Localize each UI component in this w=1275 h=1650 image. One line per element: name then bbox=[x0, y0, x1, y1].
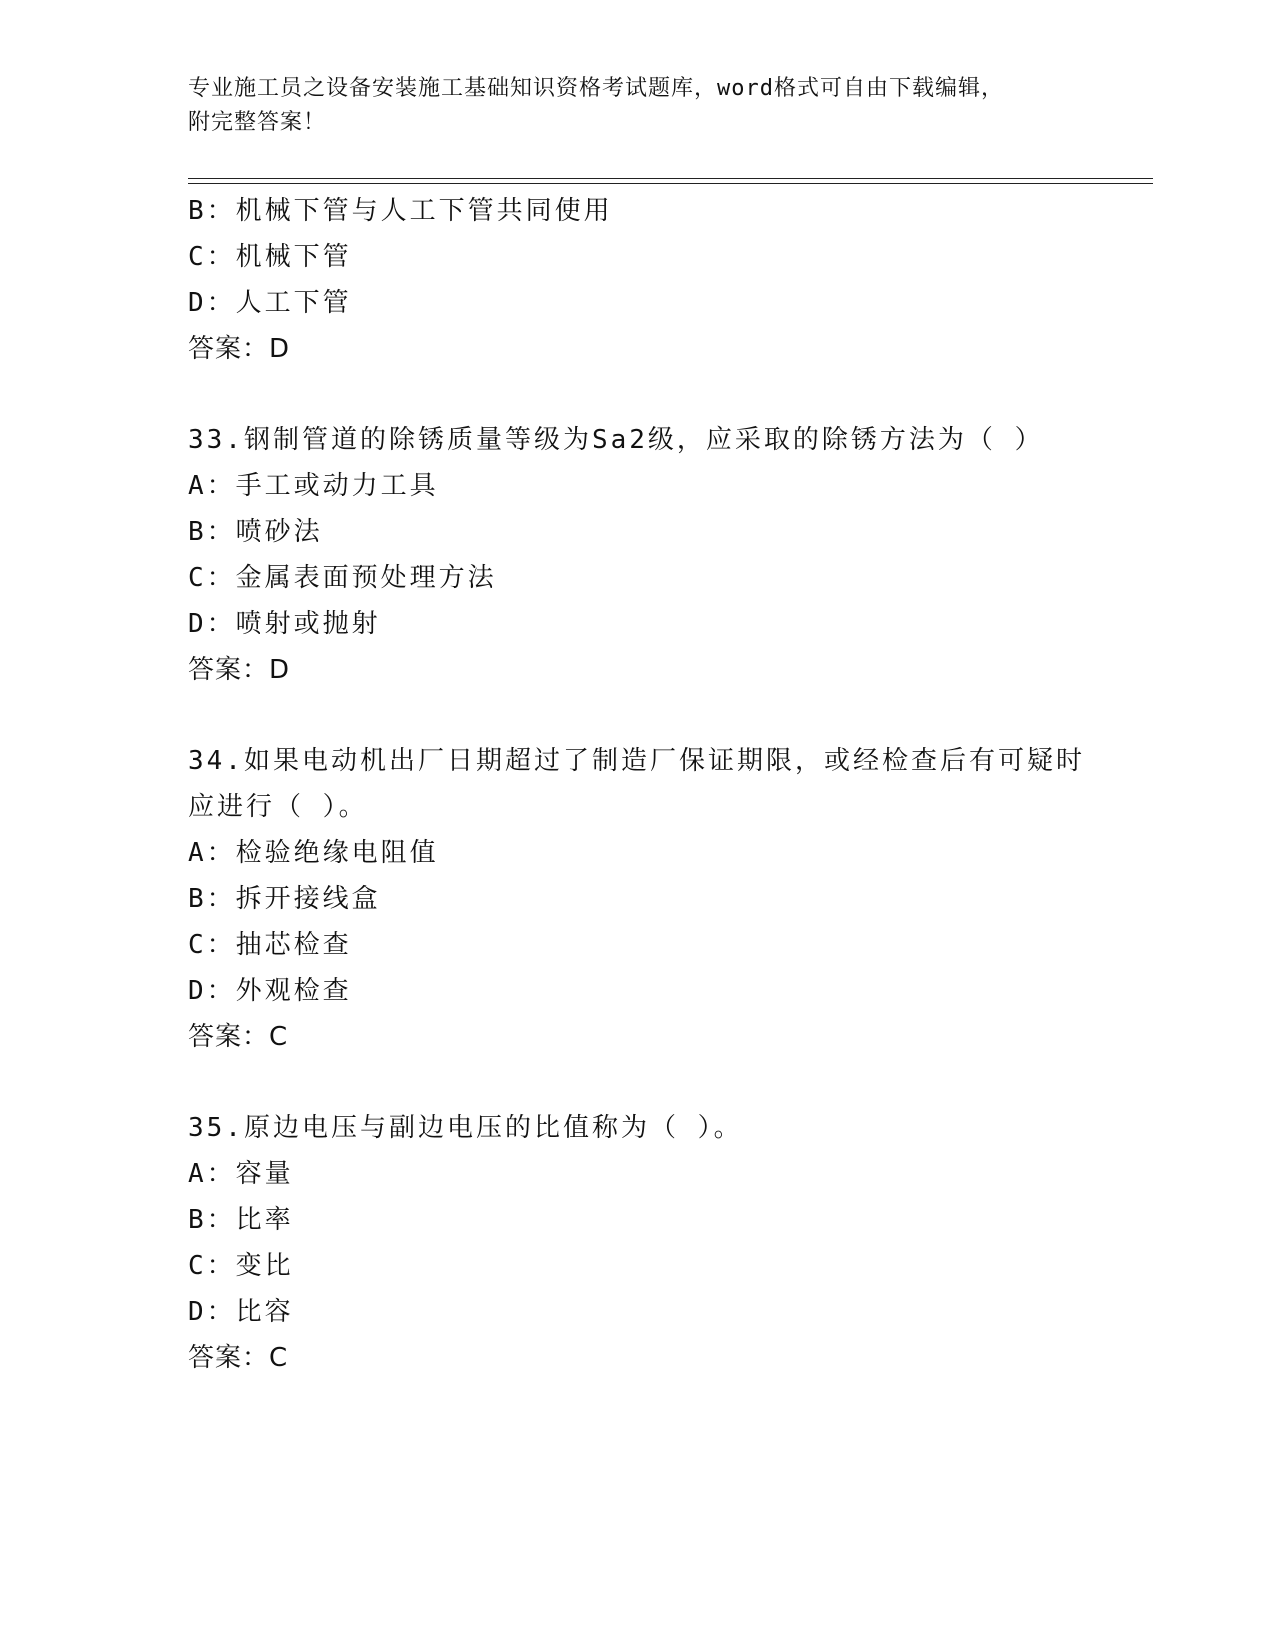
option-c: C：机械下管 bbox=[188, 242, 352, 272]
option-b: B：机械下管与人工下管共同使用 bbox=[188, 196, 613, 226]
option-c: C：抽芯检查 bbox=[188, 930, 352, 960]
option-d: D：喷射或抛射 bbox=[188, 609, 381, 639]
option-b: B：拆开接线盒 bbox=[188, 884, 381, 914]
header-line-2: 附完整答案！ bbox=[188, 110, 327, 135]
header-line-1: 专业施工员之设备安装施工基础知识资格考试题库，word格式可自由下载编辑， bbox=[188, 76, 1004, 101]
option-d: D：比容 bbox=[188, 1297, 294, 1327]
answer-label: 答案：C bbox=[188, 1022, 289, 1052]
option-a: A：手工或动力工具 bbox=[188, 471, 439, 501]
answer-label: 答案：D bbox=[188, 655, 291, 685]
option-c: C：金属表面预处理方法 bbox=[188, 563, 497, 593]
option-a: A：检验绝缘电阻值 bbox=[188, 838, 439, 868]
question-list bbox=[188, 188, 1088, 1381]
option-d: D：人工下管 bbox=[188, 288, 352, 318]
answer-label: 答案：D bbox=[188, 334, 291, 364]
option-b: B：喷砂法 bbox=[188, 517, 323, 547]
question-34 bbox=[188, 738, 1088, 1060]
option-a: A：容量 bbox=[188, 1159, 294, 1189]
question-32-tail bbox=[188, 188, 1088, 372]
question-text-line-1: 34.如果电动机出厂日期超过了制造厂保证期限，或经检查后有可疑时 bbox=[188, 746, 1085, 776]
header-divider-top bbox=[188, 178, 1153, 179]
option-c: C：变比 bbox=[188, 1251, 294, 1281]
question-35 bbox=[188, 1105, 1088, 1381]
question-33 bbox=[188, 417, 1088, 693]
option-d: D：外观检查 bbox=[188, 976, 352, 1006]
question-text: 35.原边电压与副边电压的比值称为（ ）。 bbox=[188, 1113, 743, 1143]
document-header bbox=[188, 72, 1088, 140]
answer-label: 答案：C bbox=[188, 1343, 289, 1373]
question-text: 33.钢制管道的除锈质量等级为Sa2级，应采取的除锈方法为（ ） bbox=[188, 425, 1044, 455]
question-text-line-2: 应进行（ ）。 bbox=[188, 792, 368, 822]
header-divider-bottom bbox=[188, 183, 1153, 184]
option-b: B：比率 bbox=[188, 1205, 294, 1235]
